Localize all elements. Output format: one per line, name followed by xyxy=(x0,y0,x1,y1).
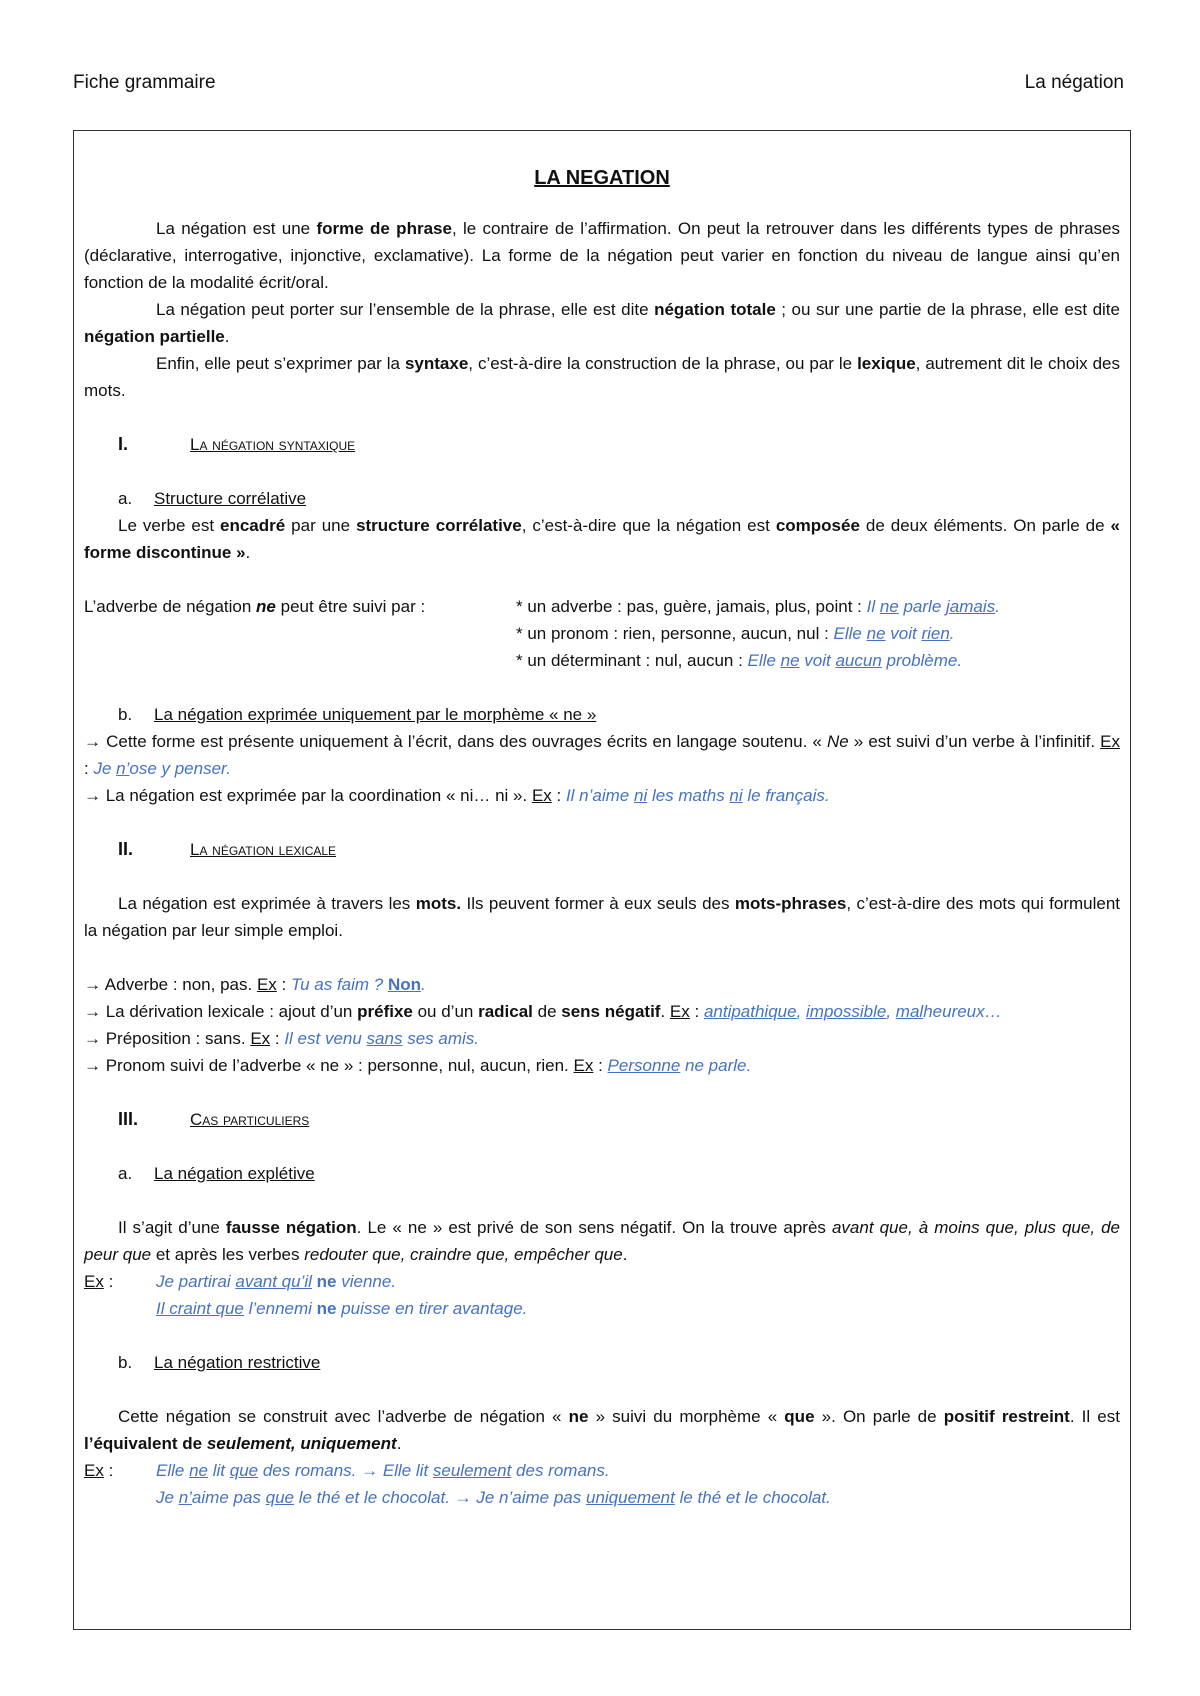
example: Il xyxy=(866,597,880,616)
example: . xyxy=(421,975,426,994)
bold-term: mots. xyxy=(415,894,462,913)
example: jamais xyxy=(946,597,996,616)
content-frame xyxy=(73,130,1131,1630)
arrow-line xyxy=(84,998,1120,1025)
bold-term: lexique xyxy=(857,354,916,373)
text: * un adverbe : pas, guère, jamais, plus, point : xyxy=(516,597,867,616)
list-item xyxy=(516,620,1120,647)
text: La négation est une xyxy=(156,219,317,238)
arrow-line xyxy=(84,1025,1120,1052)
example: . xyxy=(995,597,1000,616)
text: : xyxy=(689,1002,704,1021)
text: , c’est-à-dire la construction de la phrase, ou par le xyxy=(468,354,858,373)
ex-label: Ex : xyxy=(84,1461,114,1480)
bold-term: seulement, uniquement xyxy=(206,1434,397,1453)
example: que xyxy=(229,1461,259,1480)
text: → Pronom suivi de l’adverbe « ne » : personne, nul, aucun, rien. xyxy=(84,1056,574,1075)
text: : xyxy=(84,759,94,778)
subsection-title: La négation explétive xyxy=(154,1164,315,1183)
subsection-label: a. xyxy=(118,1164,133,1183)
example: aime pas xyxy=(191,1488,266,1507)
text: Le verbe est xyxy=(118,516,221,535)
text: : xyxy=(270,1029,285,1048)
ex-label: Ex : xyxy=(84,1272,114,1291)
text: » suivi du morphème « xyxy=(588,1407,785,1426)
example: que xyxy=(265,1488,294,1507)
text: . Il est xyxy=(1069,1407,1120,1426)
text: de xyxy=(532,1002,562,1021)
example: avant qu’il xyxy=(235,1272,312,1291)
example-line xyxy=(84,1484,1120,1511)
text: Ils peuvent former à eux seuls des xyxy=(461,894,735,913)
text: ». On parle de xyxy=(814,1407,944,1426)
bold-term: structure corrélative xyxy=(356,516,522,535)
ex-label: Ex xyxy=(669,1002,690,1021)
bold-term: forme de phrase xyxy=(316,219,452,238)
section-2-heading xyxy=(84,836,1120,863)
section-number: I. xyxy=(118,434,129,454)
text: → Adverbe : non, pas. xyxy=(84,975,257,994)
bold-term: fausse négation xyxy=(225,1218,357,1237)
bold-term: négation totale xyxy=(654,300,776,319)
example: ne xyxy=(189,1461,208,1480)
text: . Le « ne » est privé de son sens négatif. On la trouve après xyxy=(356,1218,832,1237)
ex-label-text: Ex xyxy=(84,1272,104,1291)
text: → Préposition : sans. xyxy=(84,1029,251,1048)
example: rien xyxy=(921,624,950,643)
example: des romans. → Elle lit xyxy=(258,1461,433,1480)
adverb-list xyxy=(84,593,1120,674)
text: La négation est exprimée à travers les xyxy=(118,894,416,913)
text: La négation peut porter sur l’ensemble de la phrase, elle est dite xyxy=(156,300,655,319)
subsection-1a-heading xyxy=(84,485,1120,512)
subsection-3b-heading xyxy=(84,1349,1120,1376)
section-3-heading xyxy=(84,1106,1120,1133)
bold-term: composée xyxy=(775,516,860,535)
adverb-items xyxy=(516,593,1120,674)
text: ; ou sur une partie de la phrase, elle est dite xyxy=(775,300,1120,319)
text: , c’est-à-dire que la négation est xyxy=(521,516,776,535)
example: antipathique xyxy=(703,1002,797,1021)
bold-term: radical xyxy=(478,1002,533,1021)
example: lit xyxy=(208,1461,230,1480)
italic-term: avant que, à moins que, plus que, de peur que xyxy=(84,1218,1121,1264)
section-title: Cas particuliers xyxy=(190,1110,310,1129)
text: . xyxy=(245,543,251,562)
example: ne xyxy=(311,1272,337,1291)
text: * un pronom : rien, personne, aucun, nul : xyxy=(516,624,834,643)
example: heureux… xyxy=(923,1002,1002,1021)
section-number: III. xyxy=(118,1109,139,1129)
example: Elle xyxy=(156,1461,190,1480)
text: , autrement dit le choix des mots. xyxy=(84,354,1120,400)
text: , le contraire de l’affirmation. On peut la retrouver dans les différents types de phrases (déclarative, interrogative, injonctive, exclamative). La forme de la négation peut varier en fonction du niveau de langue ainsi qu’en fonction de la modalité écrit/oral. xyxy=(84,219,1121,292)
example: . xyxy=(949,624,955,643)
example: des romans. xyxy=(511,1461,610,1480)
header-right: La négation xyxy=(1024,72,1124,93)
example: ose y penser. xyxy=(129,759,231,778)
text: * un déterminant : nul, aucun : xyxy=(516,651,748,670)
example: Personne xyxy=(607,1056,681,1075)
document-body xyxy=(84,131,1120,1511)
intro-paragraph-2 xyxy=(84,296,1120,350)
example: Elle xyxy=(833,624,867,643)
bold-term: ne xyxy=(568,1407,589,1426)
paragraph-restrictive xyxy=(84,1403,1120,1457)
example: Je xyxy=(93,759,117,778)
page-title: LA NEGATION xyxy=(534,167,670,189)
example-line xyxy=(84,1295,1120,1322)
text: : xyxy=(551,786,566,805)
example: parle xyxy=(898,597,946,616)
example: ne xyxy=(780,651,800,670)
subsection-title: Structure corrélative xyxy=(154,489,307,508)
text: Il s’agit d’une xyxy=(118,1218,226,1237)
example: ne parle. xyxy=(680,1056,752,1075)
text: de deux éléments. On parle de xyxy=(859,516,1111,535)
example: n’ xyxy=(178,1488,192,1507)
text: ou d’un xyxy=(412,1002,479,1021)
example: Il craint que xyxy=(156,1299,244,1318)
section-1-heading xyxy=(84,431,1120,458)
example: n’ xyxy=(116,759,130,778)
section-title: La négation syntaxique xyxy=(190,435,356,454)
example: ni xyxy=(729,786,743,805)
arrow-line xyxy=(84,728,1120,782)
text: Cette négation se construit avec l’adverbe de négation « xyxy=(118,1407,569,1426)
example: mal xyxy=(895,1002,924,1021)
example: puisse en tirer avantage. xyxy=(336,1299,528,1318)
example: Elle xyxy=(747,651,781,670)
text: Enfin, elle peut s’exprimer par la xyxy=(156,354,405,373)
example: ne xyxy=(879,597,899,616)
arrow-line xyxy=(84,971,1120,998)
subsection-title: La négation restrictive xyxy=(154,1353,321,1372)
text: . xyxy=(660,1002,670,1021)
paragraph-expletive xyxy=(84,1214,1120,1268)
example: problème. xyxy=(881,651,963,670)
example: l’ennemi xyxy=(243,1299,317,1318)
ex-label-text: Ex xyxy=(84,1461,104,1480)
text: → La dérivation lexicale : ajout d’un xyxy=(84,1002,358,1021)
ex-label: Ex xyxy=(256,975,277,994)
ex-label: Ex xyxy=(531,786,552,805)
example: Tu as faim ? xyxy=(290,975,388,994)
example-line xyxy=(84,1268,1120,1295)
example: Je xyxy=(156,1488,179,1507)
example: les maths xyxy=(647,786,730,805)
bold-term: mots-phrases xyxy=(734,894,847,913)
text: , c’est-à-dire des mots qui formulent la négation par leur simple emploi. xyxy=(84,894,1121,940)
bold-term: « forme discontinue » xyxy=(84,516,1121,562)
example: Je partirai xyxy=(156,1272,236,1291)
bold-term: préfixe xyxy=(357,1002,413,1021)
intro-paragraph-1 xyxy=(84,215,1120,296)
arrow-line xyxy=(84,782,1120,809)
paragraph-lexicale xyxy=(84,890,1120,944)
text: et après les verbes xyxy=(151,1245,305,1264)
example: ne xyxy=(866,624,886,643)
arrow-line xyxy=(84,1052,1120,1079)
bold-term: que xyxy=(784,1407,815,1426)
bold-term: négation partielle xyxy=(84,327,225,346)
section-number: II. xyxy=(118,839,134,859)
example: aucun xyxy=(835,651,882,670)
italic-term: redouter que, craindre que, empêcher que xyxy=(304,1245,623,1264)
subsection-label: a. xyxy=(118,489,133,508)
subsection-1b-heading xyxy=(84,701,1120,728)
text: L’adverbe de négation xyxy=(84,597,257,616)
text: » est suivi d’un verbe à l’infinitif. xyxy=(848,732,1101,751)
bold-term: encadré xyxy=(220,516,286,535)
example: voit xyxy=(885,624,922,643)
subsection-title: La négation exprimée uniquement par le morphème « ne » xyxy=(154,705,597,724)
section-title: La négation lexicale xyxy=(190,840,337,859)
example: le français. xyxy=(742,786,830,805)
example: seulement xyxy=(432,1461,512,1480)
text: peut être suivi par : xyxy=(275,597,426,616)
adverb-intro xyxy=(84,593,516,674)
example: voit xyxy=(799,651,836,670)
example: vienne. xyxy=(336,1272,397,1291)
header-left: Fiche grammaire xyxy=(73,72,216,93)
intro-paragraph-3 xyxy=(84,350,1120,404)
subsection-label: b. xyxy=(118,1353,133,1372)
example-line xyxy=(84,1457,1120,1484)
example: , xyxy=(796,1002,807,1021)
text: . xyxy=(396,1434,402,1453)
example: Il est venu xyxy=(284,1029,367,1048)
text: : xyxy=(593,1056,608,1075)
text: → La négation est exprimée par la coordination « ni… ni ». xyxy=(84,786,532,805)
ex-label: Ex xyxy=(250,1029,271,1048)
example: ne xyxy=(316,1299,337,1318)
example: Il n’aime xyxy=(565,786,634,805)
bold-term: ne xyxy=(256,597,276,616)
bold-term: l’équivalent de xyxy=(84,1434,207,1453)
example: Non xyxy=(387,975,422,994)
example: le thé et le chocolat. xyxy=(674,1488,831,1507)
example: ni xyxy=(633,786,648,805)
italic-term: Ne xyxy=(826,732,849,751)
ex-label: Ex xyxy=(573,1056,594,1075)
list-item xyxy=(516,593,1120,620)
list-item xyxy=(516,647,1120,674)
text: . xyxy=(622,1245,628,1264)
example: uniquement xyxy=(586,1488,675,1507)
subsection-3a-heading xyxy=(84,1160,1120,1187)
bold-term: positif restreint xyxy=(943,1407,1070,1426)
paragraph-structure xyxy=(84,512,1120,566)
example: le thé et le chocolat. → Je n’aime pas xyxy=(294,1488,586,1507)
bold-term: syntaxe xyxy=(404,354,469,373)
bold-term: sens négatif xyxy=(561,1002,661,1021)
example: ses amis. xyxy=(402,1029,479,1048)
text: : xyxy=(276,975,291,994)
example: sans xyxy=(366,1029,403,1048)
ex-label: Ex xyxy=(1100,732,1120,751)
text: par une xyxy=(285,516,357,535)
text: → Cette forme est présente uniquement à l’écrit, dans des ouvrages écrits en langage soutenu. « xyxy=(84,732,827,751)
example: , xyxy=(886,1002,896,1021)
subsection-label: b. xyxy=(118,705,133,724)
example: impossible xyxy=(806,1002,887,1021)
text: . xyxy=(224,327,230,346)
